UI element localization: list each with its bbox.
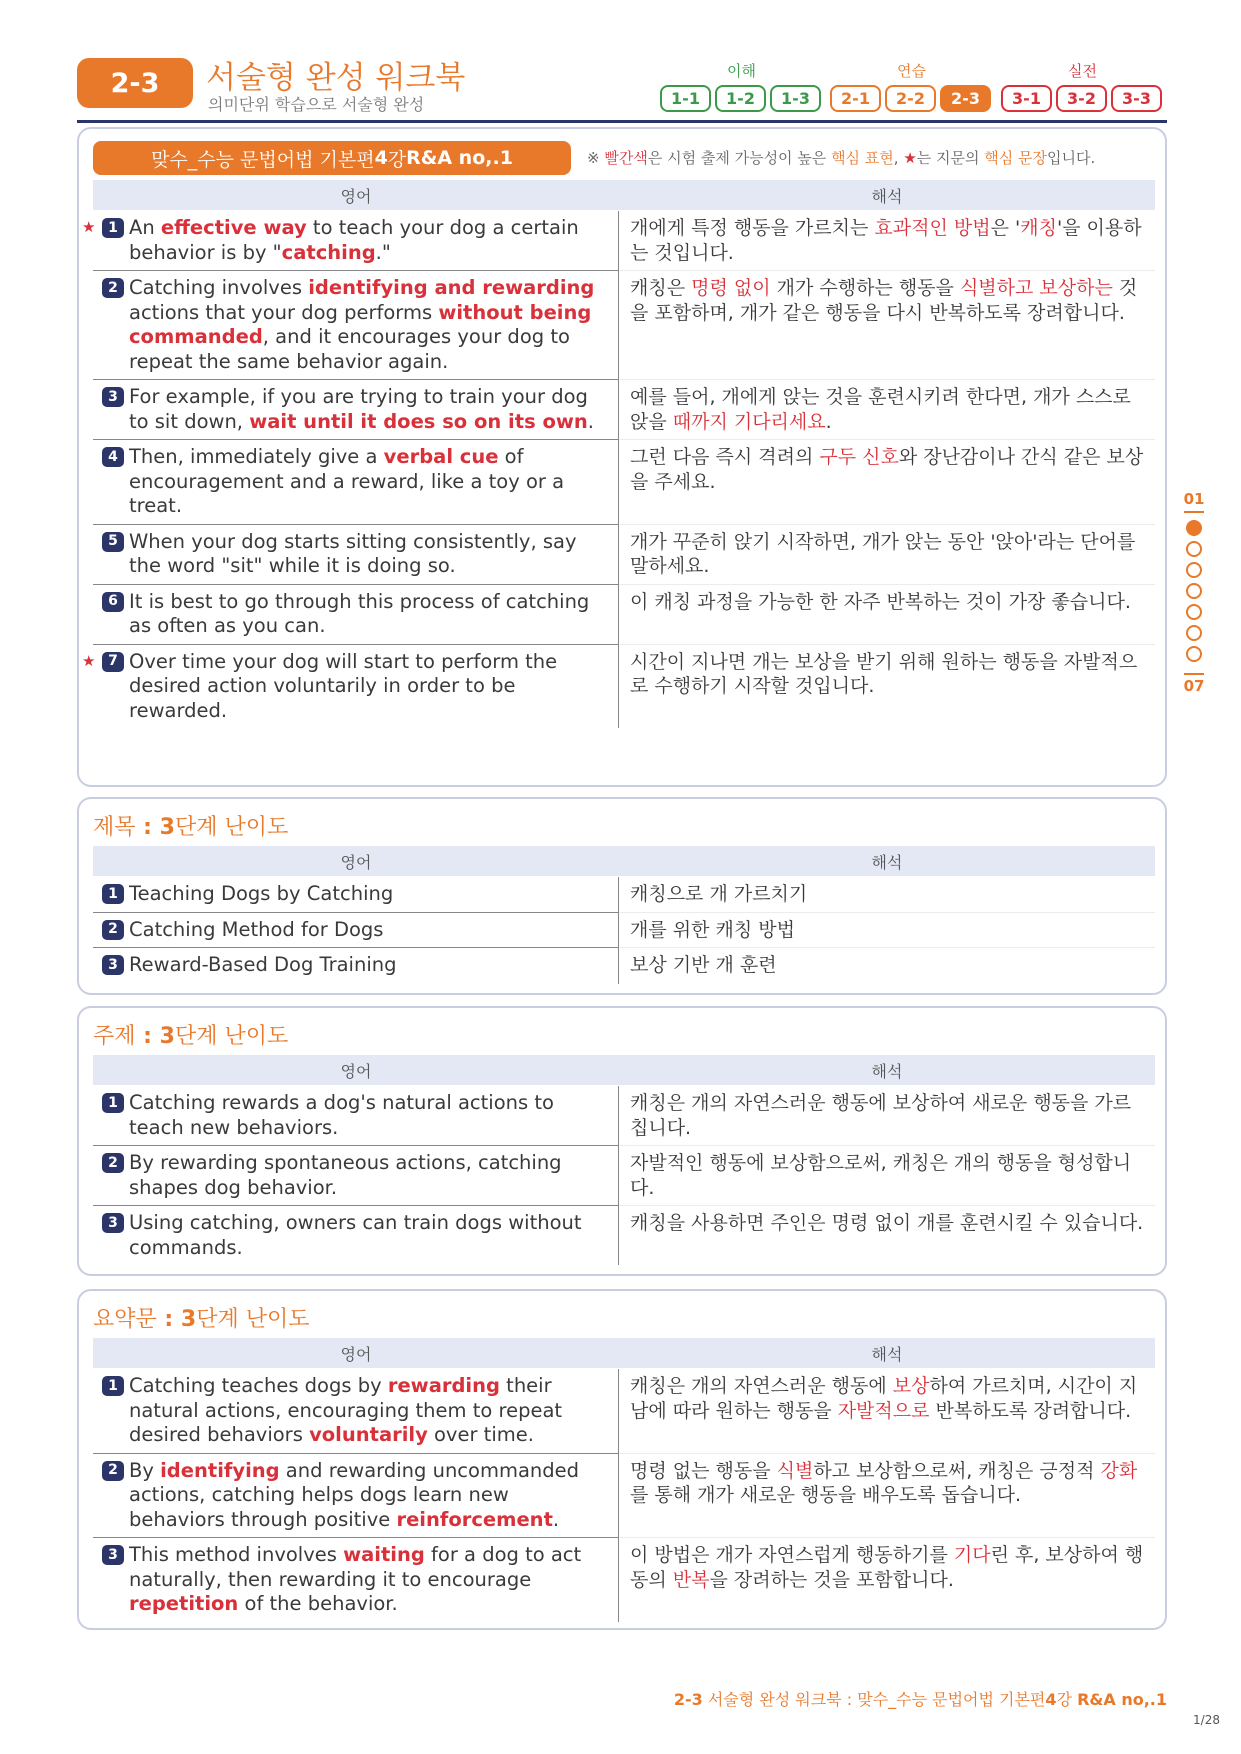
key-expression-translation: 캐칭 xyxy=(1020,217,1057,239)
title-panel xyxy=(77,797,1167,995)
key-expression: waiting xyxy=(343,1543,425,1566)
key-expression: identifying xyxy=(160,1458,280,1482)
table-header xyxy=(93,1055,1155,1085)
english-cell xyxy=(93,948,619,984)
key-expression-translation: 식별하고 보상하는 xyxy=(959,277,1113,299)
english-text: ." xyxy=(375,240,391,264)
korean-text: '을 이용하는 것입니다. xyxy=(630,217,1142,264)
row-number: 4 xyxy=(102,447,124,467)
korean-cell xyxy=(619,645,1155,728)
korean-text: 캐칭으로 개 가르치기 xyxy=(630,883,808,905)
header-divider xyxy=(77,120,1167,123)
passage-source-tag: 맞수_수능 문법어법 기본편 4 강 R&A no,.1 xyxy=(93,141,571,175)
english-text: It is best to go through this process of catching as often as you can. xyxy=(129,589,590,637)
key-expression-translation: 반복 xyxy=(672,1568,710,1591)
korean-text: 개에게 특정 행동을 가르치는 xyxy=(630,217,875,239)
table-header xyxy=(93,1338,1155,1368)
korean-text: 개를 위한 캐칭 방법 xyxy=(630,918,795,941)
english-text: Catching rewards a dog's natural actions to teach new behaviors. xyxy=(129,1091,554,1139)
table-row xyxy=(82,645,1155,728)
korean-text: 반복하도록 장려합니다. xyxy=(929,1399,1132,1422)
column-header-english: 영어 xyxy=(340,186,372,206)
column-header-english: 영어 xyxy=(340,1344,372,1364)
korean-cell xyxy=(619,1454,1155,1538)
english-text: . xyxy=(587,409,594,433)
indicator-dot-active xyxy=(1186,520,1202,536)
row-number: 1 xyxy=(102,1376,124,1396)
step-1-2[interactable]: 1-2 xyxy=(715,85,766,112)
step-group-label: 연습 xyxy=(897,62,926,80)
english-text: Then, immediately give a xyxy=(129,445,384,468)
step-group-label: 이해 xyxy=(727,62,756,80)
english-text: Catching Method for Dogs xyxy=(129,917,384,941)
step-3-3[interactable]: 3-3 xyxy=(1111,85,1162,112)
legend-note: ※ 빨간색은 시험 출제 가능성이 높은 핵심 표현, ★는 지문의 핵심 문장입니다. xyxy=(587,149,1096,167)
korean-cell xyxy=(619,380,1155,439)
korean-cell xyxy=(619,271,1155,379)
korean-text: 그런 다음 즉시 격려의 xyxy=(630,446,820,468)
korean-text: 명령 없는 행동을 xyxy=(630,1459,777,1482)
english-cell xyxy=(93,877,619,913)
row-number: 7 xyxy=(102,652,124,672)
table-row xyxy=(93,948,1155,983)
english-text: to teach your dog a certain behavior is by " xyxy=(129,216,579,264)
korean-text: 자발적인 행동에 보상함으로써, 캐칭은 개의 행동을 형성합니다. xyxy=(630,1152,1132,1199)
table-row xyxy=(93,271,1155,380)
row-number: 3 xyxy=(102,387,124,407)
row-number: 2 xyxy=(102,1153,124,1173)
korean-text: 하고 보상함으로써, 캐칭은 긍정적 xyxy=(813,1459,1101,1482)
key-expression-translation: 자발적으로 xyxy=(837,1399,930,1422)
english-text: . xyxy=(552,1507,560,1531)
step-1-3[interactable]: 1-3 xyxy=(770,85,821,112)
korean-text: 이 캐칭 과정을 가능한 한 자주 반복하는 것이 가장 좋습니다. xyxy=(630,590,1131,613)
korean-text: 린 후, 보상하여 행동의 xyxy=(630,1544,1144,1591)
korean-cell xyxy=(619,1369,1155,1453)
passage-table xyxy=(82,211,1155,727)
korean-cell xyxy=(619,211,1155,270)
key-expression-translation: 식별 xyxy=(776,1459,814,1482)
korean-cell xyxy=(619,585,1155,644)
table-row xyxy=(93,585,1155,645)
english-cell xyxy=(93,380,619,440)
section-title: 요약문 : 3단계 난이도 xyxy=(93,1307,310,1332)
column-header-korean: 해석 xyxy=(871,1061,903,1081)
step-2-1[interactable]: 2-1 xyxy=(830,85,881,112)
korean-cell xyxy=(619,440,1155,524)
key-expression: verbal cue xyxy=(383,445,499,468)
table-row xyxy=(93,1538,1155,1621)
step-2-2[interactable]: 2-2 xyxy=(885,85,936,112)
key-expression: reinforcement xyxy=(396,1507,553,1531)
key-expression: without being commanded xyxy=(129,300,592,348)
indicator-dot xyxy=(1186,646,1202,662)
key-expression: catching xyxy=(281,240,376,264)
english-text: Catching involves xyxy=(129,276,309,299)
korean-text: 보상 기반 개 훈련 xyxy=(630,954,777,976)
table-row xyxy=(93,525,1155,585)
table-row xyxy=(93,1369,1155,1454)
key-expression-translation: 강화 xyxy=(1100,1459,1138,1482)
english-text: over time. xyxy=(427,1423,534,1446)
korean-cell xyxy=(619,1086,1155,1145)
table-row xyxy=(93,440,1155,525)
english-cell xyxy=(93,525,619,585)
key-sentence-star-icon: ★ xyxy=(82,218,96,236)
english-cell xyxy=(93,1369,619,1454)
key-expression: identifying and rewarding xyxy=(308,276,595,299)
korean-text: 를 통해 개가 새로운 행동을 배우도록 돕습니다. xyxy=(630,1484,1022,1506)
english-cell xyxy=(82,645,619,729)
row-number: 3 xyxy=(102,1213,124,1233)
row-number: 5 xyxy=(102,532,124,552)
korean-text: 예를 들어, 개에게 앉는 것을 훈련시키려 한다면, 개가 스스로 앉을 xyxy=(630,386,1131,433)
step-3-2[interactable]: 3-2 xyxy=(1056,85,1107,112)
table-row xyxy=(93,877,1155,913)
korean-text: 캐칭을 사용하면 주인은 명령 없이 개를 훈련시킬 수 있습니다. xyxy=(630,1212,1144,1234)
key-expression-translation: 때까지 기다리세요 xyxy=(672,410,826,433)
row-number: 1 xyxy=(102,884,124,904)
column-header-korean: 해석 xyxy=(871,186,903,206)
passage-panel xyxy=(77,127,1167,787)
english-text: their natural actions, encouraging them to repeat desired behaviors xyxy=(129,1374,563,1446)
key-expression-translation: 구두 신호 xyxy=(819,446,899,468)
page-number: 1/28 xyxy=(1193,1713,1220,1727)
summary-panel xyxy=(77,1289,1167,1630)
topic-panel xyxy=(77,1006,1167,1276)
english-text: Reward-Based Dog Training xyxy=(129,953,397,976)
column-header-korean: 해석 xyxy=(871,852,903,872)
table-header xyxy=(93,180,1155,210)
korean-cell xyxy=(619,1206,1155,1264)
section-title: 주제 : 3단계 난이도 xyxy=(93,1024,289,1049)
row-number: 2 xyxy=(102,278,124,298)
key-expression: voluntarily xyxy=(309,1423,428,1446)
table-row xyxy=(93,380,1155,440)
column-header-english: 영어 xyxy=(340,1061,372,1081)
section-title: 제목 : 3단계 난이도 xyxy=(93,815,289,840)
english-text: Teaching Dogs by Catching xyxy=(129,882,394,905)
row-number: 3 xyxy=(102,1545,124,1565)
english-text: By xyxy=(129,1458,161,1482)
key-expression: effective way xyxy=(160,216,307,239)
english-text: for a dog to act naturally, then rewarding it to encourage xyxy=(129,1543,582,1591)
row-number: 6 xyxy=(102,592,124,612)
korean-cell xyxy=(619,1146,1155,1205)
korean-cell xyxy=(619,877,1155,912)
korean-text: 시간이 지나면 개는 보상을 받기 위해 원하는 행동을 자발적으로 수행하기 시작할 것입니다. xyxy=(630,650,1138,697)
indicator-dot xyxy=(1186,625,1202,641)
key-expression-translation: 효과적인 방법 xyxy=(874,217,991,239)
table-row xyxy=(93,1206,1155,1264)
table-header xyxy=(93,846,1155,876)
indicator-divider xyxy=(1184,511,1204,513)
table-row xyxy=(93,1454,1155,1539)
topic-table xyxy=(93,1086,1155,1264)
english-text: An xyxy=(129,216,161,239)
korean-text: 은 ' xyxy=(990,217,1021,239)
english-text: Over time your dog will start to perform the desired action voluntarily in order to be rewarded. xyxy=(129,649,558,722)
english-cell xyxy=(93,585,619,645)
english-cell xyxy=(93,440,619,525)
english-text: When your dog starts sitting consistently, say the word "sit" while it is doing so. xyxy=(129,529,577,577)
english-text: , and it encourages your dog to repeat the same behavior again. xyxy=(129,325,570,373)
indicator-start-label: 01 xyxy=(1183,490,1205,508)
key-expression: repetition xyxy=(129,1592,239,1615)
english-cell xyxy=(93,271,619,380)
row-number: 3 xyxy=(102,955,124,975)
english-text: This method involves xyxy=(129,1543,344,1566)
key-sentence-star-icon: ★ xyxy=(82,651,96,670)
korean-text: 캐칭은 개의 자연스러운 행동에 xyxy=(630,1375,893,1397)
english-text: For example, if you are trying to train your dog to sit down, xyxy=(129,385,588,433)
step-1-1[interactable]: 1-1 xyxy=(660,85,711,112)
table-row xyxy=(93,913,1155,949)
korean-text: 하여 가르치며, 시간이 지남에 따라 원하는 행동을 xyxy=(630,1375,1138,1422)
english-text: By rewarding spontaneous actions, catching shapes dog behavior. xyxy=(129,1151,562,1199)
english-cell xyxy=(93,1086,619,1146)
english-cell xyxy=(93,913,619,949)
korean-cell xyxy=(619,525,1155,584)
step-3-1[interactable]: 3-1 xyxy=(1001,85,1052,112)
key-expression: wait until it does so on its own xyxy=(249,409,588,433)
step-group-label: 실전 xyxy=(1068,62,1097,80)
table-row xyxy=(93,1146,1155,1206)
page-subtitle: 의미단위 학습으로 서술형 완성 xyxy=(208,95,425,114)
key-expression-translation: 명령 없이 xyxy=(691,277,771,299)
summary-table xyxy=(93,1369,1155,1621)
english-cell xyxy=(93,1538,619,1622)
korean-text: 개가 수행하는 행동을 xyxy=(770,277,960,299)
english-text: of encouragement and a reward, like a toy or a treat. xyxy=(129,445,565,517)
indicator-dot xyxy=(1186,583,1202,599)
korean-text: 것을 포함하며, 개가 같은 행동을 다시 반복하도록 장려합니다. xyxy=(630,277,1138,324)
korean-cell xyxy=(619,948,1155,983)
korean-text: 을 장려하는 것을 포함합니다. xyxy=(709,1568,954,1591)
korean-text: . xyxy=(825,410,832,433)
section-indicator xyxy=(1181,490,1207,698)
korean-cell xyxy=(619,913,1155,948)
indicator-dot xyxy=(1186,604,1202,620)
english-cell xyxy=(93,1146,619,1206)
korean-text: 이 방법은 개가 자연스럽게 행동하기를 xyxy=(630,1544,954,1566)
row-number: 1 xyxy=(102,218,124,238)
indicator-divider xyxy=(1184,673,1204,675)
key-expression: rewarding xyxy=(387,1374,500,1397)
title-table xyxy=(93,877,1155,983)
row-number: 1 xyxy=(102,1093,124,1113)
indicator-end-label: 07 xyxy=(1183,677,1205,695)
english-text: Catching teaches dogs by xyxy=(129,1374,388,1397)
table-row xyxy=(93,1086,1155,1146)
korean-text: 와 장난감이나 간식 같은 보상을 주세요. xyxy=(630,446,1144,493)
row-number: 2 xyxy=(102,920,124,940)
english-text: Using catching, owners can train dogs without commands. xyxy=(129,1211,582,1259)
key-expression-translation: 보상 xyxy=(892,1375,930,1397)
korean-text: 개가 꾸준히 앉기 시작하면, 개가 앉는 동안 '앉아'라는 단어를 말하세요. xyxy=(630,530,1136,577)
page-header xyxy=(77,52,1167,122)
unit-badge: 2-3 xyxy=(77,58,193,108)
korean-cell xyxy=(619,1538,1155,1621)
indicator-dot xyxy=(1186,562,1202,578)
step-2-3-active[interactable]: 2-3 xyxy=(940,85,991,112)
korean-text: 캐칭은 개의 자연스러운 행동에 보상하여 새로운 행동을 가르칩니다. xyxy=(630,1092,1132,1139)
english-cell xyxy=(93,1454,619,1539)
column-header-korean: 해석 xyxy=(871,1344,903,1364)
english-text: and rewarding uncommanded actions, catching helps dogs learn new behaviors through positive xyxy=(129,1458,580,1531)
footer-source: 2-3 서술형 완성 워크북 : 맞수_수능 문법어법 기본편4강 R&A no,.1 xyxy=(673,1690,1167,1709)
english-cell xyxy=(82,211,619,271)
page-title: 서술형 완성 워크북 xyxy=(206,60,466,96)
row-number: 2 xyxy=(102,1461,124,1481)
korean-text: 캐칭은 xyxy=(630,277,692,299)
key-expression-translation: 기다 xyxy=(953,1544,991,1566)
english-text: actions that your dog performs xyxy=(129,300,439,324)
table-row xyxy=(82,211,1155,271)
english-text: of the behavior. xyxy=(238,1592,398,1615)
column-header-english: 영어 xyxy=(340,852,372,872)
indicator-dot xyxy=(1186,541,1202,557)
english-cell xyxy=(93,1206,619,1265)
